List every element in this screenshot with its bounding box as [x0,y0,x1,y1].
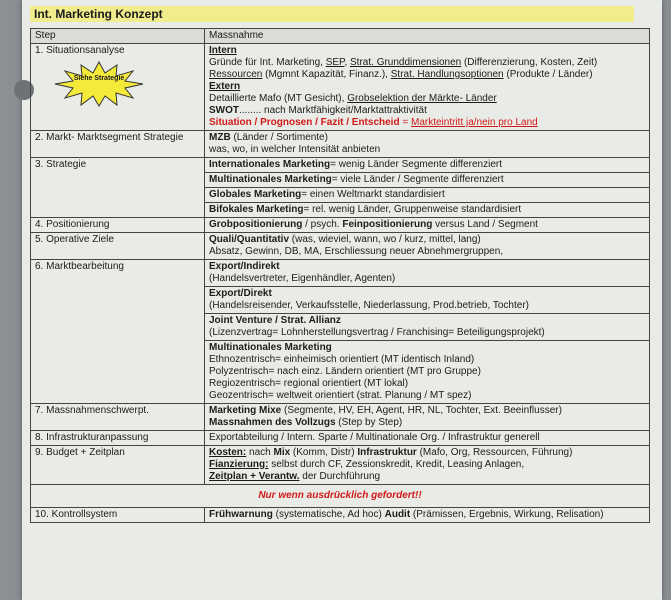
note-text: Nur wenn ausdrücklich gefordert!! [31,485,650,508]
intern-heading: Intern [209,45,237,56]
table-row [31,508,650,523]
step-cell: 8. Infrastrukturanpassung [31,431,205,446]
measure-line: Detaillierte Mafo (MT Gesicht), Grobselektion der Märkte- Länder [209,93,497,104]
step-cell [31,44,205,131]
measure-line: Gründe für Int. Marketing, SEP, Strat. Grunddimensionen (Differenzierung, Kosten, Zeit) [209,57,598,68]
header-row [31,29,650,44]
measure-cell: Export/Indirekt (Handelsvertreter, Eigenhändler, Agenten) Export/Direkt (Handelsreisender, Verkaufsstelle, Niederlassung, Prod.betrieb, Tochter) Joint Venture / Strat. Allianz (Lizenzvertrag= Lohnherstellungsvertrag / Franchising= Beteiligungsprojekt) Multinationales Marketing Ethnozentrisch= einheimisch orientiert (MT identisch Inland) Polyzentrisch= nach einz. Ländern orientiert (MT pro Gruppe) Regiozentrisch= regional orientiert (MT lokal) Geozentrisch= weltweit orientiert (strat. Planung / MT spez) [205,260,650,404]
table-row [31,218,650,233]
badge-text: Siehe Strategie [73,75,125,82]
measure-cell: Grobpositionierung / psych. Feinpositionierung versus Land / Segment [205,218,650,233]
note-row [31,485,650,508]
starburst-badge [53,61,145,107]
table-row [31,158,650,218]
measure-cell [205,44,650,131]
table-row [31,260,650,404]
table-row [31,233,650,260]
measure-cell: Quali/Quantitativ (was, wieviel, wann, wo / kurz, mittel, lang) Absatz, Gewinn, DB, MA, Erschliessung neuer Abnehmergruppen, [205,233,650,260]
measure-cell: Kosten: nach Mix (Komm, Distr) Infrastruktur (Mafo, Org, Ressourcen, Führung) Fianzierung: selbst durch CF, Zessionskredit, Kredit, Leasing Anlagen, Zeitplan + Verantw. der Durchführung [205,446,650,485]
step-label: 1. Situationsanalyse [35,45,125,56]
table-row [31,404,650,431]
table-row [31,431,650,446]
measure-cell: Frühwarnung (systematische, Ad hoc) Audit (Prämissen, Ergebnis, Wirkung, Relisation) [205,508,650,523]
step-cell: 7. Massnahmenschwerpt. [31,404,205,431]
step-cell: 9. Budget + Zeitplan [31,446,205,485]
measure-cell: Internationales Marketing= wenig Länder Segmente differenziert Multinationales Marketing= viele Länder / Segmente differenziert Globales Marketing= einen Weltmarkt standardisiert Bifokales Marketing= rel. wenig Länder, Gruppenweise standardisiert [205,158,650,218]
measure-line: Situation / Prognosen / Fazit / Entscheid = Markteintritt ja/nein pro Land [209,117,538,128]
starburst-icon [53,61,145,107]
step-cell: 10. Kontrollsystem [31,508,205,523]
step-cell: 2. Markt- Marktsegment Strategie [31,131,205,158]
concept-table [30,28,650,523]
table-row [31,446,650,485]
table-row [31,131,650,158]
step-cell: 5. Operative Ziele [31,233,205,260]
page-title: Int. Marketing Konzept [30,6,634,22]
step-cell: 3. Strategie [31,158,205,218]
header-step: Step [31,29,205,44]
table-row [31,44,650,131]
measure-cell: Exportabteilung / Intern. Sparte / Multinationale Org. / Infrastruktur generell [205,431,650,446]
measure-line: Ressourcen (Mgmnt Kapazität, Finanz.), Strat. Handlungsoptionen (Produkte / Länder) [209,69,593,80]
header-measure: Massnahme [205,29,650,44]
measure-line: SWOT........ nach Marktfähigkeit/Marktattraktivität [209,105,427,116]
measure-cell: Marketing Mixe (Segmente, HV, EH, Agent, HR, NL, Tochter, Ext. Beeinflusser) Massnahmen des Vollzugs (Step by Step) [205,404,650,431]
step-cell: 6. Marktbearbeitung [31,260,205,404]
document-page [22,0,662,600]
measure-cell: MZB (Länder / Sortimente) was, wo, in welcher Intensität anbieten [205,131,650,158]
extern-heading: Extern [209,81,241,92]
step-cell: 4. Positionierung [31,218,205,233]
